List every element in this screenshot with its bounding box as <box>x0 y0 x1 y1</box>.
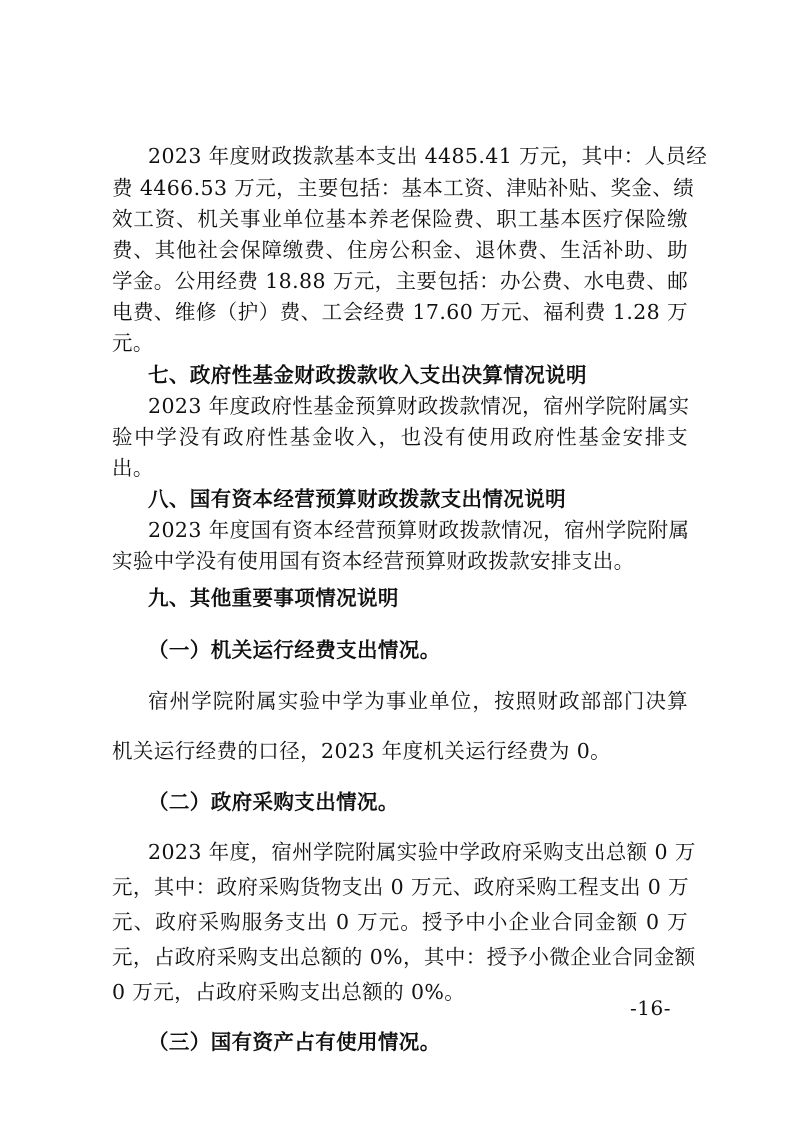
paragraph-basic-expenditure-line: 效工资、机关事业单位基本养老保险费、职工基本医疗保险缴 <box>112 207 688 231</box>
paragraph-basic-expenditure-line: 元。 <box>112 331 154 355</box>
paragraph-section-8-line: 2023 年度国有资本经营预算财政拨款情况，宿州学院附属 <box>148 518 690 542</box>
subsection-heading-1: （一）机关运行经费支出情况。 <box>148 638 441 662</box>
paragraph-subsection-1-line: 机关运行经费的口径，2023 年度机关运行经费为 0。 <box>112 739 612 763</box>
paragraph-basic-expenditure-line: 2023 年度财政拨款基本支出 4485.41 万元，其中：人员经 <box>148 144 708 168</box>
paragraph-subsection-2-line: 元，占政府采购支出总额的 0%，其中：授予小微企业合同金额 <box>112 945 696 969</box>
paragraph-subsection-2-line: 2023 年度，宿州学院附属实验中学政府采购支出总额 0 万 <box>148 840 696 864</box>
page-number: -16- <box>630 996 671 1020</box>
paragraph-section-7-line: 验中学没有政府性基金收入，也没有使用政府性基金安排支 <box>112 425 688 449</box>
paragraph-basic-expenditure-line: 费、其他社会保障缴费、住房公积金、退休费、生活补助、助 <box>112 238 688 262</box>
subsection-heading-3: （三）国有资产占有使用情况。 <box>148 1030 441 1054</box>
paragraph-basic-expenditure-line: 电费、维修（护）费、工会经费 17.60 万元、福利费 1.28 万 <box>112 300 688 324</box>
section-heading-9: 九、其他重要事项情况说明 <box>148 586 399 610</box>
paragraph-subsection-2-line: 0 万元，占政府采购支出总额的 0%。 <box>112 980 466 1004</box>
subsection-heading-2: （二）政府采购支出情况。 <box>148 790 399 814</box>
paragraph-basic-expenditure-line: 学金。公用经费 18.88 万元，主要包括：办公费、水电费、邮 <box>112 269 689 293</box>
section-heading-7: 七、政府性基金财政拨款收入支出决算情况说明 <box>148 363 587 387</box>
paragraph-subsection-2-line: 元，其中：政府采购货物支出 0 万元、政府采购工程支出 0 万 <box>112 875 690 899</box>
paragraph-section-8-line: 实验中学没有使用国有资本经营预算财政拨款安排支出。 <box>112 549 635 573</box>
paragraph-subsection-1-line: 宿州学院附属实验中学为事业单位，按照财政部部门决算 <box>148 689 688 713</box>
paragraph-section-7-line: 出。 <box>112 456 154 480</box>
paragraph-basic-expenditure-line: 费 4466.53 万元，主要包括：基本工资、津贴补贴、奖金、绩 <box>112 176 695 200</box>
paragraph-subsection-2-line: 元、政府采购服务支出 0 万元。授予中小企业合同金额 0 万 <box>112 910 688 934</box>
section-heading-8: 八、国有资本经营预算财政拨款支出情况说明 <box>148 487 566 511</box>
paragraph-section-7-line: 2023 年度政府性基金预算财政拨款情况，宿州学院附属实 <box>148 394 690 418</box>
